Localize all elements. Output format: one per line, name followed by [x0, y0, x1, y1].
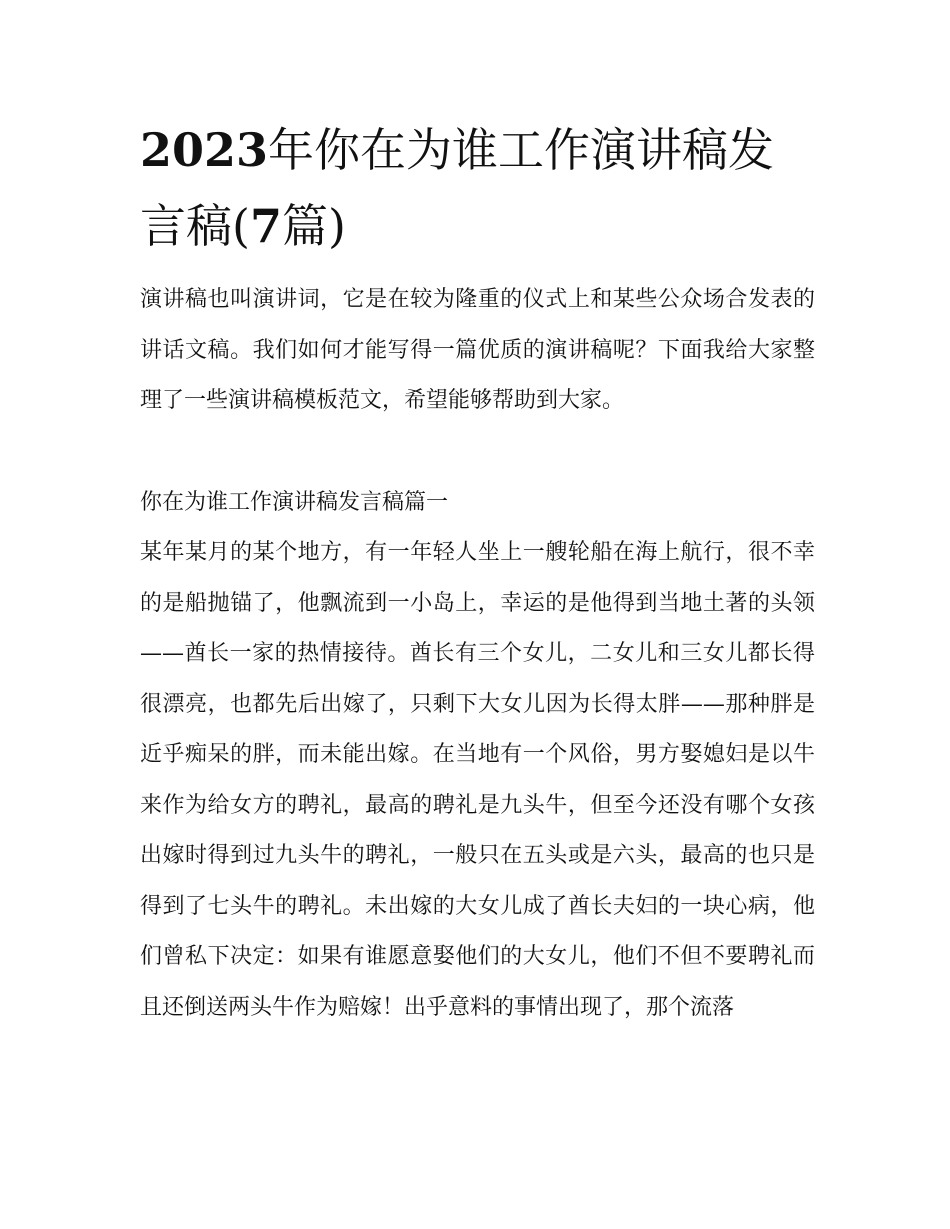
title-year: 2023	[140, 123, 269, 177]
title-text-line2-b: 篇)	[281, 199, 346, 253]
title-text-line2-a: 言稿(	[140, 199, 250, 253]
title-text-line1: 年你在为谁工作演讲稿发	[268, 123, 775, 177]
page-title	[140, 112, 815, 264]
intro-paragraph: 演讲稿也叫演讲词，它是在较为隆重的仪式上和某些公众场合发表的讲话文稿。我们如何才能写得一篇优质的演讲稿呢？下面我给大家整理了一些演讲稿模板范文，希望能够帮助到大家。	[140, 287, 815, 413]
title-count: 7	[249, 199, 282, 253]
story-paragraph: 某年某月的某个地方，有一年轻人坐上一艘轮船在海上航行，很不幸的是船抛锚了，他飘流到一小岛上，幸运的是他得到当地土著的头领——酋长一家的热情接待。酋长有三个女儿，二女儿和三女儿都长得很漂亮，也都先后出嫁了，只剩下大女儿因为长得太胖——那种胖是近乎痴呆的胖，而未能出嫁。在当地有一个风俗，男方娶媳妇是以牛来作为给女方的聘礼，最高的聘礼是九头牛，但至今还没有哪个女孩出嫁时得到过九头牛的聘礼，一般只在五头或是六头，最高的也只是得到了七头牛的聘礼。未出嫁的大女儿成了酋长夫妇的一块心病，他们曾私下决定：如果有谁愿意娶他们的大女儿，他们不但不要聘礼而且还倒送两头牛作为赔嫁！出乎意料的事情出现了，那个流落	[140, 540, 815, 1020]
section-heading: 你在为谁工作演讲稿发言稿篇一	[140, 490, 449, 515]
